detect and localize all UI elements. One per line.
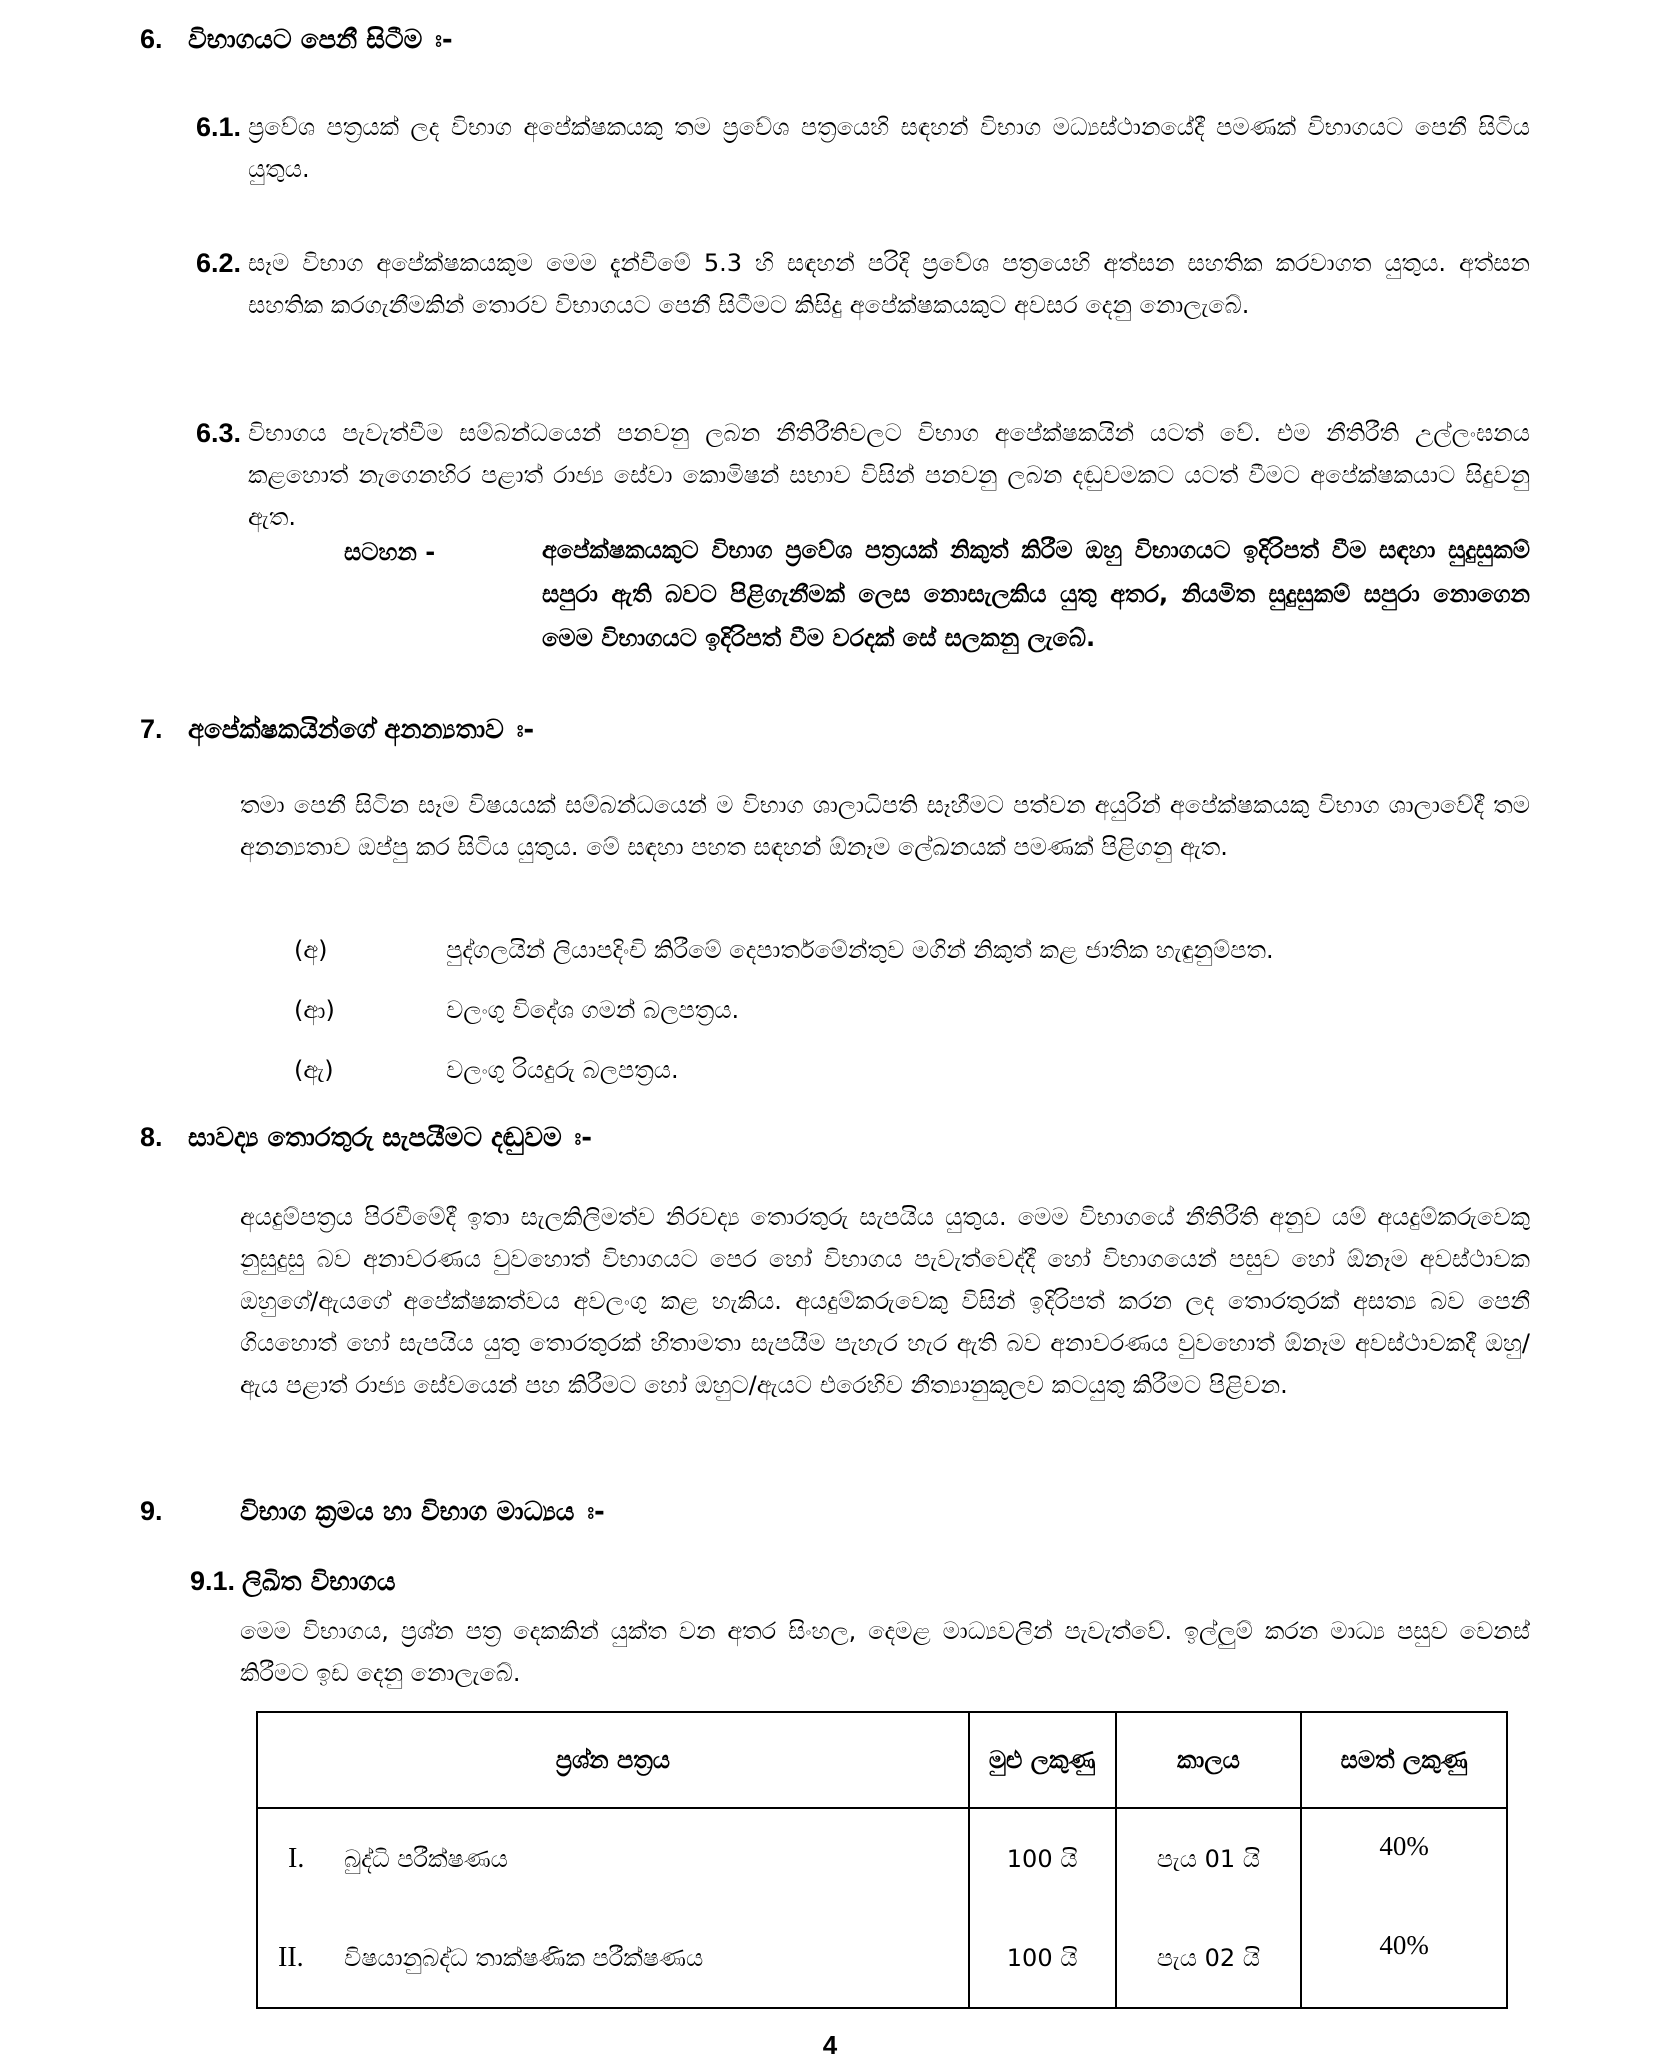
section-6-number: 6.	[140, 24, 163, 54]
table-cell-marks: 100 යි	[969, 1908, 1116, 2008]
table-cell-time: පැය 01 යි	[1116, 1808, 1302, 1908]
table-header: මුළු ලකුණු	[969, 1712, 1116, 1808]
paper-name: විෂයානුබද්ධ තාක්ෂණික පරීක්ෂණය	[344, 1943, 704, 1972]
list-item-mark: (ආ)	[294, 996, 335, 1024]
section-8-text: අයදුම්පත්‍රය පිරවීමේදී ඉතා සැලකිලිමත්ව නිරවද්‍ය තොරතුරු සැපයිය යුතුය. මෙම විභාගයේ නීතිරීති අනුව යම් අයදුම්කරුවෙකු නුසුදුසු බව අනාවරණය වුවහොත් විභාගයට පෙර හෝ විභාගය පැවැත්වෙද්දී හෝ විභාගයෙන් පසුව හෝ ඕනෑම අවස්ථාවක ඔහුගේ/ඇයගේ අපේක්ෂකත්වය අවලංගු කළ හැකිය. අයදුම්කරුවෙකු විසින් ඉදිරිපත් කරන ලද තොරතුරක් අසත්‍ය බව පෙනී ගියහොත් හෝ සැපයිය යුතු තොරතුරක් හිතාමතා සැපයීම පැහැර හැර ඇති බව අනාවරණය වුවහොත් ඕනෑම අවස්ථාවකදී ඔහු/ඇය පළාත් රාජ්‍ය සේවයෙන් පහ කිරීමට හෝ ඔහුට/ඇයට එරෙහිව නීත්‍යානුකූලව කටයුතු කිරීමට පිළිවන.	[240, 1203, 1530, 1399]
list-item-mark: (අ)	[294, 936, 328, 964]
section-8-number: 8.	[140, 1122, 163, 1152]
section-9-text: මෙම විභාගය, ප්‍රශ්න පත්‍ර දෙකකින් යුක්ත වන අතර සිංහල, දෙමළ මාධ්‍යවලින් පැවැත්වේ. ඉල්ලුම් කරන මාධ්‍ය පසුව වෙනස් කිරීමට ඉඩ දෙනු නොලැබේ.	[240, 1617, 1530, 1687]
para-6-1-text: ප්‍රවේශ පත්‍රයක් ලද විභාග අපේක්ෂකයකු තම ප්‍රවේශ පත්‍රයෙහි සඳහන් විභාග මධ්‍යස්ථානයේදී පමණක් විභාගයට පෙනී සිටිය යුතුය.	[248, 113, 1530, 183]
sub-9-1-number: 9.1.	[190, 1566, 236, 1596]
para-6-3-text: විභාගය පැවැත්වීම සම්බන්ධයෙන් පනවනු ලබන නීතිරීතිවලට විභාග අපේක්ෂකයින් යටත් වේ. එම නීතිරීති උල්ලංඝනය කළහොත් නැගෙනහිර පළාත් රාජ්‍ය සේවා කොමිෂන් සභාව විසින් පනවනු ලබන දඬුවමකට යටත් වීමට අපේක්ෂකයාට සිදුවනු ඇත.	[248, 419, 1530, 531]
table-header: සමත් ලකුණු	[1301, 1712, 1507, 1808]
table-header: ප්‍රශ්න පත්‍රය	[257, 1712, 969, 1808]
table-cell-paper	[257, 1908, 969, 2008]
row-roman-numeral: I.	[288, 1842, 305, 1874]
note-label: සටහන -	[344, 538, 436, 566]
para-6-1-number: 6.1.	[196, 112, 242, 142]
list-item-mark: (ඇ)	[294, 1056, 334, 1084]
sub-9-1-title: ලිඛිත විභාගය	[242, 1567, 396, 1597]
para-6-3-number: 6.3.	[196, 418, 242, 448]
row-roman-numeral: II.	[278, 1941, 304, 1973]
section-9-number: 9.	[140, 1496, 163, 1526]
table-header: කාලය	[1116, 1712, 1302, 1808]
table-cell-paper	[257, 1808, 969, 1908]
section-8-title: සාවද්‍ය තොරතුරු සැපයීමට දඬුවම ඃ-	[188, 1123, 593, 1153]
table-header-row	[257, 1712, 1507, 1808]
para-6-2-number: 6.2.	[196, 248, 242, 278]
table-cell-pass: 40%	[1301, 1908, 1507, 2008]
table-cell-pass: 40%	[1301, 1808, 1507, 1908]
list-item-text: වලංගු රියදුරු බලපත්‍රය.	[446, 1056, 679, 1084]
exam-table	[256, 1711, 1508, 2009]
note-text: අපේක්ෂකයකුට විභාග ප්‍රවේශ පත්‍රයක් නිකුත් කිරීම ඔහු විභාගයට ඉදිරිපත් වීම සඳහා සුදුසුකම් සපුරා ඇති බවට පිළිගැනීමක් ලෙස නොසැලකිය යුතු අතර, නියමිත සුදුසුකම් සපුරා නොගෙන මෙම විභාගයට ඉදිරිපත් වීම වරදක් සේ සලකනු ලැබේ.	[542, 536, 1530, 652]
list-item-text: වලංගු විදේශ ගමන් බලපත්‍රය.	[446, 996, 740, 1024]
section-9-title: විභාග ක්‍රමය හා විභාග මාධ්‍යය ඃ-	[240, 1497, 605, 1527]
table-cell-marks: 100 යි	[969, 1808, 1116, 1908]
page-number: 4	[822, 2030, 838, 2060]
paper-name: බුද්ධි පරීක්ෂණය	[344, 1844, 508, 1873]
table-row	[257, 1908, 1507, 2008]
table-cell-time: පැය 02 යි	[1116, 1908, 1302, 2008]
section-7-title: අපේක්ෂකයින්ගේ අනන්‍යතාව ඃ-	[188, 715, 535, 745]
para-6-2-text: සෑම විභාග අපේක්ෂකයකුම මෙම දැන්වීමේ 5.3 හි සඳහන් පරිදි ප්‍රවේශ පත්‍රයෙහි අත්සන සහතික කරවාගත යුතුය. අත්සන සහතික කරගැනීමකින් තොරව විභාගයට පෙනී සිටීමට කිසිදු අපේක්ෂකයකුට අවසර දෙනු නොලැබේ.	[248, 249, 1530, 319]
section-6-title: විභාගයට පෙනී සිටීම ඃ-	[188, 25, 453, 55]
section-7-text: තමා පෙනී සිටින සෑම විෂයයක් සම්බන්ධයෙන් ම විභාග ශාලාධිපති සෑහීමට පත්වන අයුරින් අපේක්ෂකයකු විභාග ශාලාවේදී තම අනන්‍යතාව ඔප්පු කර සිටිය යුතුය. මේ සඳහා පහත සඳහන් ඕනෑම ලේඛනයක් පමණක් පිළිගනු ඇත.	[240, 791, 1530, 861]
section-7-number: 7.	[140, 714, 163, 744]
table-row	[257, 1808, 1507, 1908]
list-item-text: පුද්ගලයින් ලියාපදිංචි කිරීමේ දෙපාර්තමේන්තුව මගින් නිකුත් කළ ජාතික හැඳුනුම්පත.	[446, 936, 1274, 964]
